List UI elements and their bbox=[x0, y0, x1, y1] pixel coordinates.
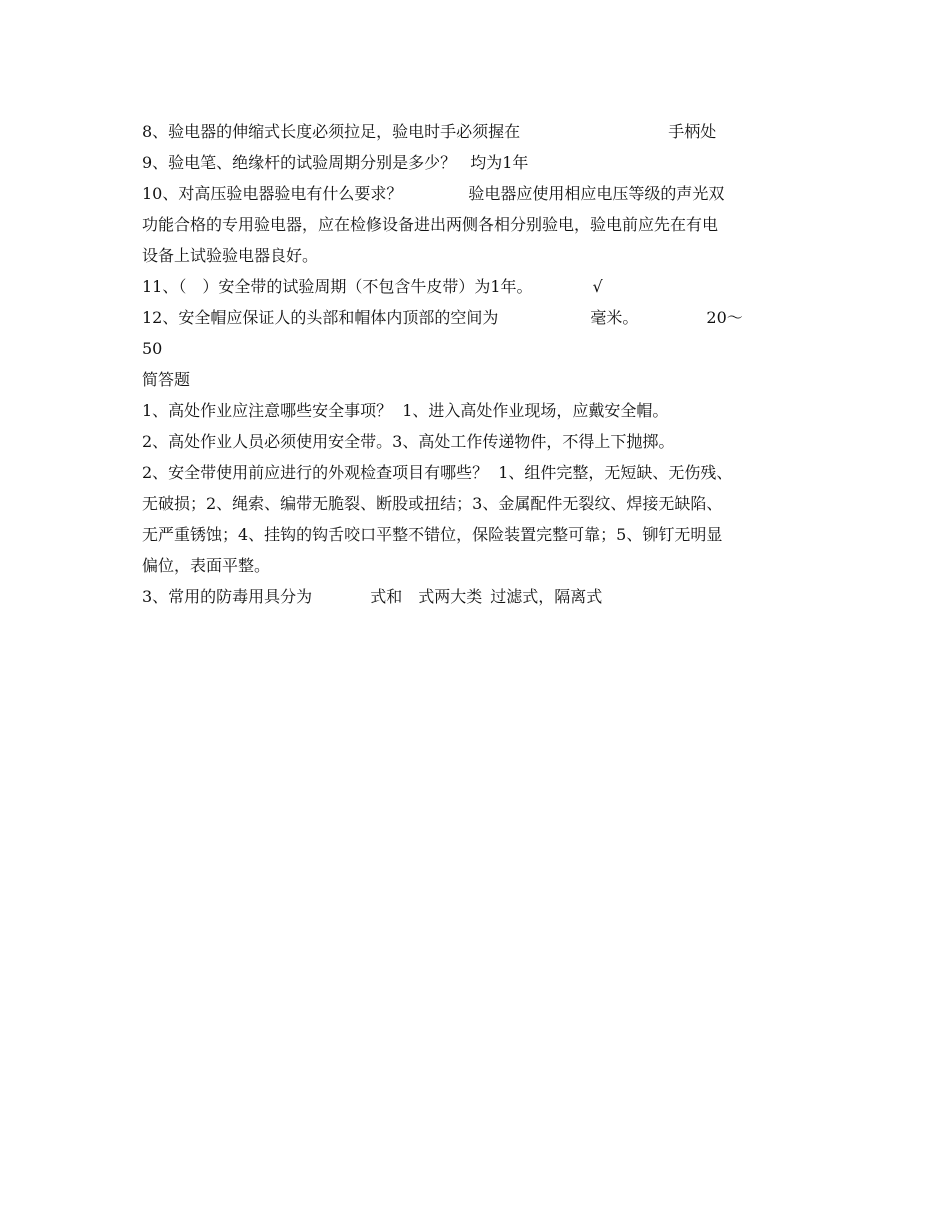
check-mark: √ bbox=[592, 277, 603, 296]
short-answer-2 bbox=[142, 457, 822, 488]
question-10 bbox=[142, 178, 822, 209]
short-answer-3 bbox=[142, 581, 822, 612]
short-answer-2-text: 2、安全带使用前应进行的外观检查项目有哪些？ bbox=[142, 463, 489, 482]
question-11-text: 11、（ ）安全带的试验周期（不包含牛皮带）为1年。 bbox=[142, 277, 533, 296]
question-9-text: 9、验电笔、绝缘杆的试验周期分别是多少？ bbox=[142, 153, 457, 172]
text-line bbox=[142, 209, 822, 240]
text-line bbox=[142, 488, 822, 519]
question-12-unit: 毫米。 bbox=[590, 308, 639, 327]
section-title: 简答题 bbox=[142, 370, 191, 389]
question-9 bbox=[142, 147, 822, 178]
short-answer-2-answer-cont: 无严重锈蚀；4、挂钩的钩舌咬口平整不错位，保险装置完整可靠；5、铆钉无明显 bbox=[142, 525, 723, 544]
text-line bbox=[142, 426, 822, 457]
question-8-text: 8、验电器的伸缩式长度必须拉足，验电时手必须握在 bbox=[142, 122, 521, 141]
text-line bbox=[142, 333, 822, 364]
short-answer-3-text-end: 式两大类 bbox=[418, 587, 483, 606]
short-answer-2-answer: 1、组件完整，无短缺、无伤残、 bbox=[498, 463, 733, 482]
short-answer-1-text: 1、高处作业应注意哪些安全事项？ bbox=[142, 401, 393, 420]
question-10-answer-cont: 功能合格的专用验电器，应在检修设备进出两侧各相分别验电，验电前应先在有电 bbox=[142, 215, 719, 234]
question-8 bbox=[142, 116, 822, 147]
short-answer-1-answer-cont: 2、高处作业人员必须使用安全带。3、高处工作传递物件，不得上下抛掷。 bbox=[142, 432, 675, 451]
question-8-answer: 手柄处 bbox=[668, 122, 717, 141]
document-body bbox=[142, 116, 822, 612]
question-12-answer: 20～ bbox=[706, 308, 743, 327]
question-11 bbox=[142, 271, 822, 302]
section-heading bbox=[142, 364, 822, 395]
question-10-answer: 验电器应使用相应电压等级的声光双 bbox=[468, 184, 725, 203]
question-10-text: 10、对高压验电器验电有什么要求？ bbox=[142, 184, 403, 203]
text-line bbox=[142, 240, 822, 271]
short-answer-3-answer: 过滤式，隔离式 bbox=[490, 587, 603, 606]
question-12-answer-cont: 50 bbox=[142, 339, 163, 358]
text-line bbox=[142, 519, 822, 550]
question-9-answer: 均为1年 bbox=[470, 153, 529, 172]
question-12 bbox=[142, 302, 822, 333]
short-answer-3-text-mid: 式和 bbox=[370, 587, 403, 606]
question-10-answer-end: 设备上试验验电器良好。 bbox=[142, 246, 319, 265]
short-answer-1 bbox=[142, 395, 822, 426]
text-line bbox=[142, 550, 822, 581]
short-answer-2-answer-cont: 无破损；2、绳索、编带无脆裂、断股或扭结；3、金属配件无裂纹、焊接无缺陷、 bbox=[142, 494, 723, 513]
short-answer-1-answer: 1、进入高处作业现场，应戴安全帽。 bbox=[402, 401, 669, 420]
question-12-text: 12、安全帽应保证人的头部和帽体内顶部的空间为 bbox=[142, 308, 499, 327]
short-answer-3-text: 3、常用的防毒用具分为 bbox=[142, 587, 313, 606]
short-answer-2-answer-end: 偏位，表面平整。 bbox=[142, 556, 271, 575]
